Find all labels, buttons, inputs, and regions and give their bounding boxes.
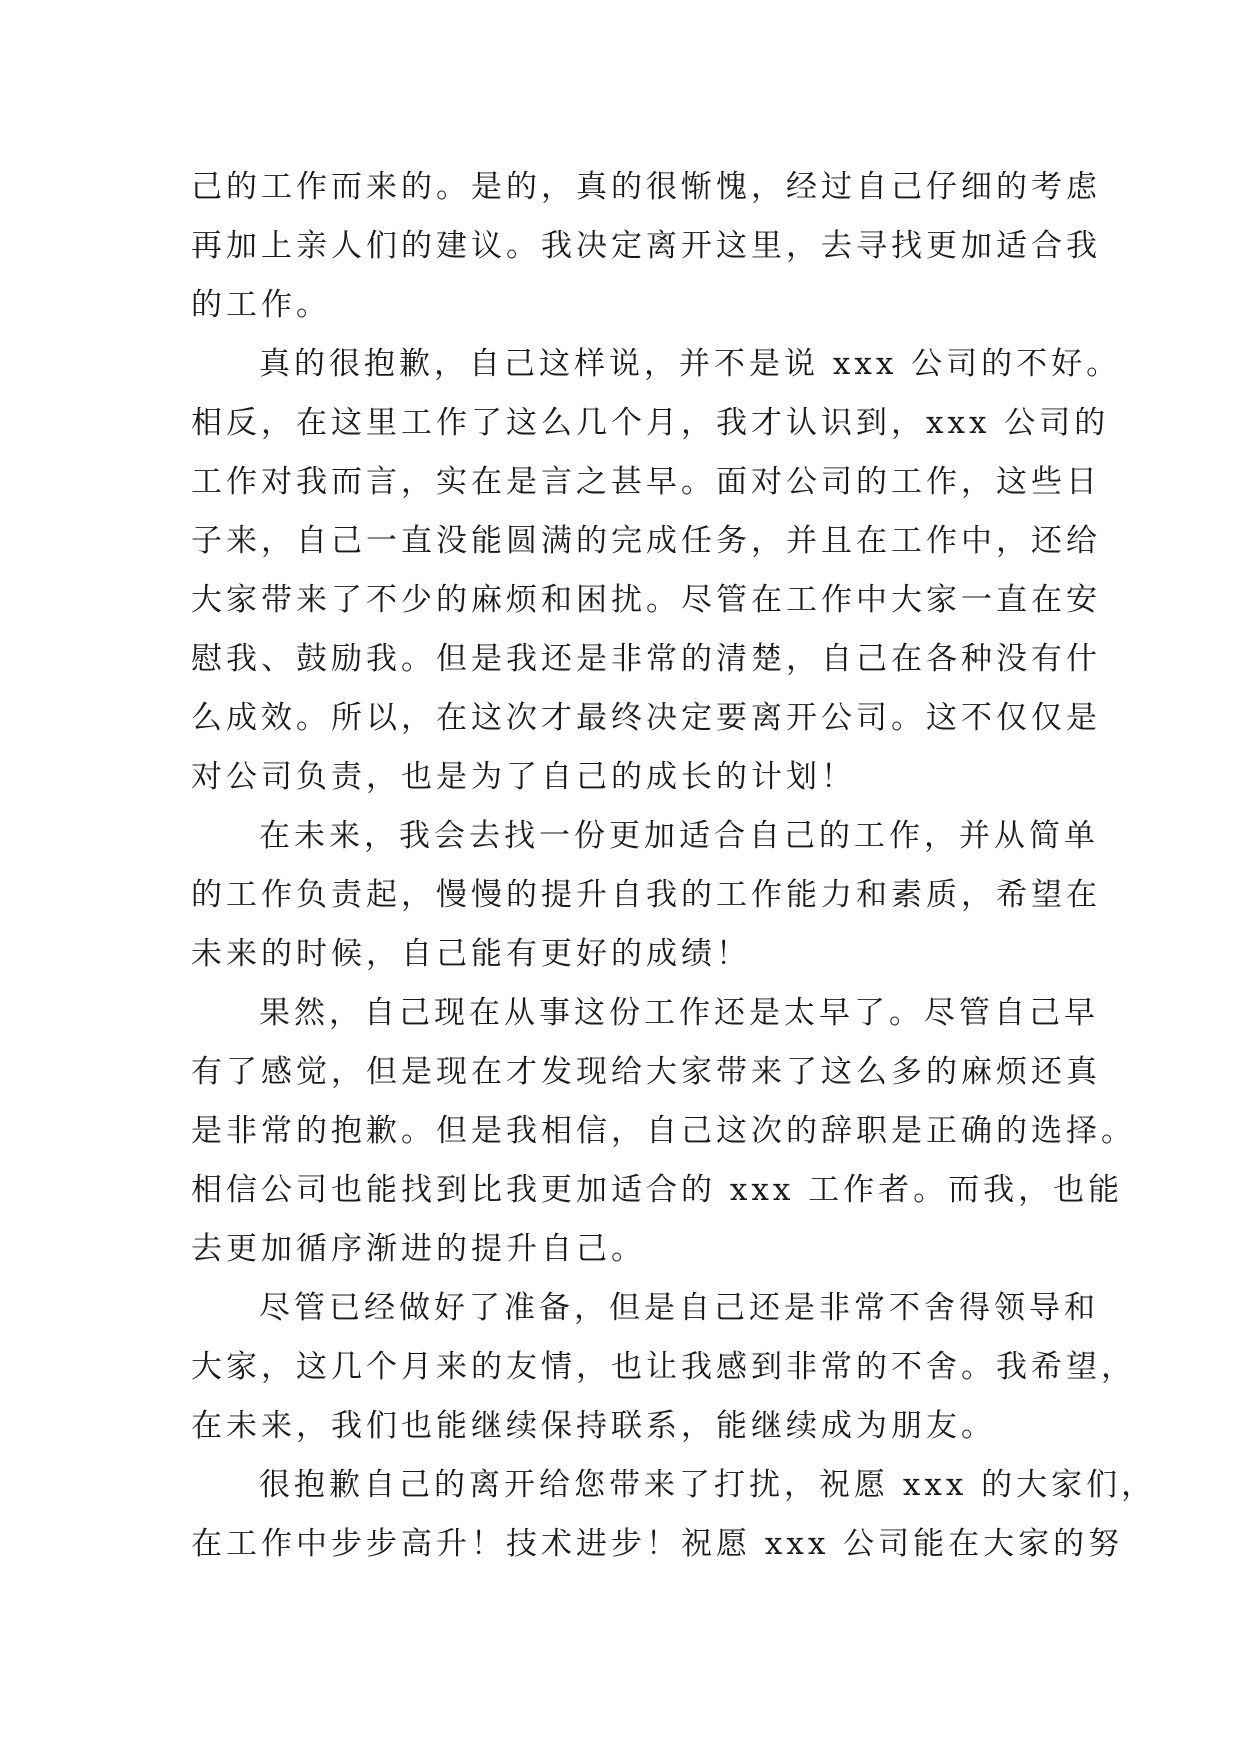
text-line: 大家带来了不少的麻烦和困扰。尽管在工作中大家一直在安: [191, 582, 1101, 618]
text-line: 大家，这几个月来的友情，也让我感到非常的不舍。我希望，: [191, 1349, 1136, 1385]
text-line: 相反，在这里工作了这么几个月，我才认识到，xxx 公司的: [191, 405, 1110, 441]
text-line: 再加上亲人们的建议。我决定离开这里，去寻找更加适合我: [191, 228, 1101, 264]
text-line: 有了感觉，但是现在才发现给大家带来了这么多的麻烦还真: [191, 1054, 1101, 1090]
text-line: 工作对我而言，实在是言之甚早。面对公司的工作，这些日: [191, 464, 1101, 500]
text-line: 相信公司也能找到比我更加适合的 xxx 工作者。而我，也能: [191, 1172, 1124, 1208]
text-line: 在未来，我们也能继续保持联系，能继续成为朋友。: [191, 1408, 996, 1444]
paragraph-first-line: 真的很抱歉，自己这样说，并不是说 xxx 公司的不好。: [259, 346, 1122, 382]
text-line: 对公司负责，也是为了自己的成长的计划！: [191, 759, 856, 795]
text-line: 子来，自己一直没能圆满的完成任务，并且在工作中，还给: [191, 523, 1101, 559]
text-line: 未来的时候，自己能有更好的成绩！: [191, 936, 751, 972]
paragraph-first-line: 尽管已经做好了准备，但是自己还是非常不舍得领导和: [259, 1290, 1099, 1326]
text-line: 的工作。: [191, 287, 331, 323]
paragraph-first-line: 果然，自己现在从事这份工作还是太早了。尽管自己早: [259, 995, 1099, 1031]
text-line: 去更加循序渐进的提升自己。: [191, 1231, 646, 1267]
paragraph-first-line: 在未来，我会去找一份更加适合自己的工作，并从简单: [259, 818, 1099, 854]
text-line: 的工作负责起，慢慢的提升自我的工作能力和素质，希望在: [191, 877, 1101, 913]
text-line: 己的工作而来的。是的，真的很惭愧，经过自己仔细的考虑: [191, 169, 1101, 205]
text-line: 是非常的抱歉。但是我相信，自己这次的辞职是正确的选择。: [191, 1113, 1136, 1149]
paragraph-first-line: 很抱歉自己的离开给您带来了打扰，祝愿 xxx 的大家们，: [259, 1467, 1157, 1503]
document-body: [191, 158, 1157, 1574]
text-line: 在工作中步步高升！技术进步！祝愿 xxx 公司能在大家的努: [191, 1526, 1124, 1562]
text-line: 慰我、鼓励我。但是我还是非常的清楚，自己在各种没有什: [191, 641, 1101, 677]
text-line: 么成效。所以，在这次才最终决定要离开公司。这不仅仅是: [191, 700, 1101, 736]
